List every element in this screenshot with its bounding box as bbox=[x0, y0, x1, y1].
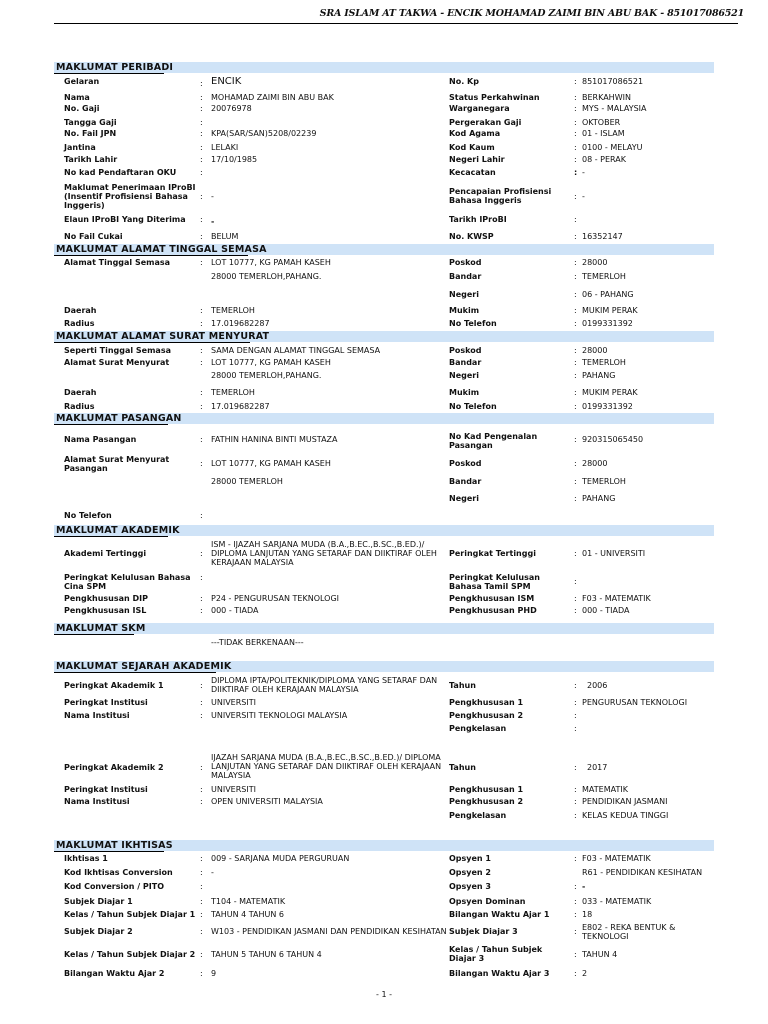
value-kod-ikhtisas-conversion: - bbox=[211, 868, 214, 877]
colon: : bbox=[200, 435, 203, 444]
value-kelas-tahun-2: TAHUN 5 TAHUN 6 TAHUN 4 bbox=[211, 950, 322, 959]
label-pengkhususan-isl: Pengkhususan ISL bbox=[64, 606, 147, 615]
colon: : bbox=[200, 129, 203, 138]
label-ikhtisas-1: Ikhtisas 1 bbox=[64, 854, 108, 863]
section-skm bbox=[54, 623, 714, 634]
colon: : bbox=[574, 319, 577, 328]
colon: : bbox=[200, 910, 203, 919]
value-pengkhususan-dip: P24 - PENGURUSAN TEKNOLOGI bbox=[211, 594, 340, 603]
colon: : bbox=[574, 168, 578, 177]
value-peringkat-tertinggi: 01 - UNIVERSITI bbox=[582, 549, 646, 558]
value-pencapaian-profisiensi: - bbox=[582, 192, 585, 201]
value-no-kad-pasangan: 920315065450 bbox=[582, 435, 644, 444]
section-underline bbox=[54, 536, 168, 537]
label-kelas-tahun-3: Kelas / Tahun Subjek Diajar 3 bbox=[449, 945, 543, 963]
label-peringkat-akademik-1: Peringkat Akademik 1 bbox=[64, 681, 164, 690]
colon: : bbox=[574, 897, 577, 906]
colon: : bbox=[200, 358, 203, 367]
section-title: MAKLUMAT ALAMAT TINGGAL SEMASA bbox=[56, 244, 267, 255]
value-alamat-surat-line2: 28000 TEMERLOH,PAHANG. bbox=[211, 371, 322, 380]
skm-note: ---TIDAK BERKENAAN--- bbox=[211, 638, 304, 647]
value-gelaran: ENCIK bbox=[211, 76, 242, 87]
colon: : bbox=[200, 882, 203, 891]
section-alamat-surat bbox=[54, 331, 714, 342]
colon: : bbox=[574, 272, 577, 281]
label-kod-kaum: Kod Kaum bbox=[449, 143, 495, 152]
label-tahun: Tahun bbox=[449, 763, 476, 772]
colon: : bbox=[200, 681, 203, 690]
value-no-telefon: 0199331392 bbox=[582, 319, 633, 328]
value-bandar: TEMERLOH bbox=[582, 477, 626, 486]
value-jantina: LELAKI bbox=[211, 143, 239, 152]
label-oku: No kad Pendaftaran OKU bbox=[64, 168, 177, 177]
value-peringkat-institusi: UNIVERSITI bbox=[211, 698, 256, 707]
value-opsyen-2: R61 - PENDIDIKAN KESIHATAN bbox=[582, 868, 703, 877]
colon: : bbox=[574, 494, 577, 503]
label-radius: Radius bbox=[64, 319, 95, 328]
label-no-gaji: No. Gaji bbox=[64, 104, 100, 113]
value-bilangan-waktu-3: 2 bbox=[582, 969, 588, 978]
section-underline bbox=[54, 634, 134, 635]
label-peringkat-akademik-2: Peringkat Akademik 2 bbox=[64, 763, 164, 772]
colon: : bbox=[200, 549, 203, 558]
label-subjek-diajar-3: Subjek Diajar 3 bbox=[449, 927, 518, 936]
colon: : bbox=[200, 118, 203, 127]
value-no-kp: 851017086521 bbox=[582, 77, 644, 86]
label-bilangan-waktu-1: Bilangan Waktu Ajar 1 bbox=[449, 910, 550, 919]
colon: : bbox=[200, 306, 203, 315]
value-alamat-pasangan-line2: 28000 TEMERLOH bbox=[211, 477, 283, 486]
colon: : bbox=[574, 711, 577, 720]
label-peringkat-tertinggi: Peringkat Tertinggi bbox=[449, 549, 536, 558]
colon: : bbox=[200, 594, 203, 603]
label-kelas-tahun-1: Kelas / Tahun Subjek Diajar 1 bbox=[64, 910, 196, 919]
label-opsyen-1: Opsyen 1 bbox=[449, 854, 491, 863]
label-kod-agama: Kod Agama bbox=[449, 129, 501, 138]
colon: : bbox=[574, 371, 577, 380]
section-underline bbox=[54, 73, 164, 74]
label-kod-ikhtisas-conversion: Kod Ikhtisas Conversion bbox=[64, 868, 173, 877]
colon: : bbox=[574, 854, 577, 863]
value-penerimaan-iprobi: - bbox=[211, 192, 214, 201]
colon: : bbox=[574, 910, 577, 919]
label-pengkelasan: Pengkelasan bbox=[449, 724, 507, 733]
colon: : bbox=[574, 882, 577, 891]
label-kecacatan: Kecacatan bbox=[449, 168, 496, 177]
section-title: MAKLUMAT AKADEMIK bbox=[56, 525, 180, 536]
colon: : bbox=[574, 606, 577, 615]
value-alamat-tinggal-line1: LOT 10777, KG PAMAH KASEH bbox=[211, 258, 331, 267]
label-bandar: Bandar bbox=[449, 477, 482, 486]
value-subjek-diajar-3: E802 - REKA BENTUK & TEKNOLOGI bbox=[582, 923, 676, 941]
colon: : bbox=[200, 698, 203, 707]
colon: : bbox=[574, 77, 577, 86]
value-alamat-tinggal-line2: 28000 TEMERLOH,PAHANG. bbox=[211, 272, 322, 281]
value-nama-institusi: OPEN UNIVERSITI MALAYSIA bbox=[211, 797, 323, 806]
value-radius: 17.019682287 bbox=[211, 402, 270, 411]
value-peringkat-institusi: UNIVERSITI bbox=[211, 785, 256, 794]
section-title: MAKLUMAT IKHTISAS bbox=[56, 840, 173, 851]
label-pergerakan-gaji: Pergerakan Gaji bbox=[449, 118, 522, 127]
value-negeri: PAHANG bbox=[582, 371, 616, 380]
value-no-fail-cukai: BELUM bbox=[211, 232, 239, 241]
colon: : bbox=[200, 346, 203, 355]
colon: : bbox=[574, 129, 577, 138]
value-seperti-tinggal: SAMA DENGAN ALAMAT TINGGAL SEMASA bbox=[211, 346, 381, 355]
colon: : bbox=[200, 459, 203, 468]
value-subjek-diajar-2: W103 - PENDIDIKAN JASMANI DAN PENDIDIKAN KESIHATAN bbox=[211, 927, 447, 936]
colon: : bbox=[200, 950, 203, 959]
label-peringkat-institusi: Peringkat Institusi bbox=[64, 698, 148, 707]
label-radius: Radius bbox=[64, 402, 95, 411]
label-peringkat-institusi: Peringkat Institusi bbox=[64, 785, 148, 794]
label-no-telefon: No Telefon bbox=[449, 402, 497, 411]
label-bandar: Bandar bbox=[449, 272, 482, 281]
colon: : bbox=[200, 79, 203, 88]
colon: : bbox=[574, 594, 577, 603]
colon: : bbox=[200, 797, 203, 806]
colon: : bbox=[574, 388, 577, 397]
value-peringkat-akademik-2: IJAZAH SARJANA MUDA (B.A.,B.EC.,B.SC.,B.ED.)/ DIPLOMA LANJUTAN YANG SETARAF DAN DIIKTIRAF OLEH KERAJAAN MALAYSIA bbox=[211, 753, 442, 780]
label-pengkhususan-2: Pengkhususan 2 bbox=[449, 797, 524, 806]
colon: : bbox=[200, 854, 203, 863]
colon: : bbox=[574, 358, 577, 367]
label-nama-institusi: Nama Institusi bbox=[64, 797, 130, 806]
value-bandar: TEMERLOH bbox=[582, 358, 626, 367]
colon: : bbox=[574, 143, 577, 152]
colon: : bbox=[200, 402, 203, 411]
label-status-perkahwinan: Status Perkahwinan bbox=[449, 93, 540, 102]
value-subjek-diajar-1: T104 - MATEMATIK bbox=[211, 897, 286, 906]
value-akademi-tertinggi: ISM - IJAZAH SARJANA MUDA (B.A.,B.EC.,B.SC.,B.ED.)/ DIPLOMA LANJUTAN YANG SETARAF DAN DIIKTIRAF OLEH KERAJAAN MALAYSIA bbox=[211, 540, 437, 567]
label-pengkhususan-dip: Pengkhususan DIP bbox=[64, 594, 148, 603]
colon: : bbox=[200, 155, 203, 164]
label-daerah: Daerah bbox=[64, 388, 97, 397]
label-seperti-tinggal: Seperti Tinggal Semasa bbox=[64, 346, 171, 355]
value-radius: 17.019682287 bbox=[211, 319, 270, 328]
value-tahun: 2006 bbox=[587, 681, 608, 690]
colon: : bbox=[574, 104, 577, 113]
value-nama-pasangan: FATHIN HANINA BINTI MUSTAZA bbox=[211, 435, 338, 444]
label-no-telefon: No Telefon bbox=[449, 319, 497, 328]
colon: : bbox=[200, 606, 203, 615]
colon: : bbox=[574, 681, 577, 690]
label-alamat-tinggal: Alamat Tinggal Semasa bbox=[64, 258, 171, 267]
header-divider bbox=[54, 23, 738, 24]
label-no-kwsp: No. KWSP bbox=[449, 232, 494, 241]
label-no-telefon: No Telefon bbox=[64, 511, 112, 520]
label-daerah: Daerah bbox=[64, 306, 97, 315]
value-elaun-iprobi: - bbox=[211, 217, 215, 226]
value-ikhtisas-1: 009 - SARJANA MUDA PERGURUAN bbox=[211, 854, 350, 863]
colon: : bbox=[574, 549, 577, 558]
value-mukim: MUKIM PERAK bbox=[582, 388, 638, 397]
label-nama-pasangan: Nama Pasangan bbox=[64, 435, 137, 444]
value-negeri: 06 - PAHANG bbox=[582, 290, 634, 299]
label-poskod: Poskod bbox=[449, 459, 482, 468]
label-no-fail-jpn: No. Fail JPN bbox=[64, 129, 117, 138]
section-underline bbox=[54, 424, 168, 425]
colon: : bbox=[200, 168, 203, 177]
label-pengkhususan-2: Pengkhususan 2 bbox=[449, 711, 524, 720]
label-no-kad-pasangan: No Kad Pengenalan Pasangan bbox=[449, 432, 538, 450]
value-peringkat-akademik-1: DIPLOMA IPTA/POLITEKNIK/DIPLOMA YANG SETARAF DAN DIIKTIRAF OLEH KERAJAAN MALAYSIA bbox=[211, 676, 438, 694]
value-kelas-tahun-1: TAHUN 4 TAHUN 6 bbox=[211, 910, 284, 919]
value-no-gaji: 20076978 bbox=[211, 104, 252, 113]
value-nama-institusi: UNIVERSITI TEKNOLOGI MALAYSIA bbox=[211, 711, 348, 720]
label-no-kp: No. Kp bbox=[449, 77, 479, 86]
value-pengkhususan-ism: F03 - MATEMATIK bbox=[582, 594, 651, 603]
label-subjek-diajar-1: Subjek Diajar 1 bbox=[64, 897, 133, 906]
section-underline bbox=[54, 851, 164, 852]
label-bilangan-waktu-2: Bilangan Waktu Ajar 2 bbox=[64, 969, 165, 978]
value-no-telefon: 0199331392 bbox=[582, 402, 633, 411]
label-negeri: Negeri bbox=[449, 371, 479, 380]
value-pergerakan-gaji: OKTOBER bbox=[582, 118, 621, 127]
label-bahasa-cina: Peringkat Kelulusan Bahasa Cina SPM bbox=[64, 573, 191, 591]
label-tahun: Tahun bbox=[449, 681, 476, 690]
colon: : bbox=[200, 319, 203, 328]
colon: : bbox=[574, 969, 577, 978]
colon: : bbox=[574, 785, 577, 794]
colon: : bbox=[574, 950, 577, 959]
value-pengkelasan: KELAS KEDUA TINGGI bbox=[582, 811, 669, 820]
colon: : bbox=[574, 763, 577, 772]
section-underline bbox=[54, 255, 248, 256]
label-bahasa-tamil: Peringkat Kelulusan Bahasa Tamil SPM bbox=[449, 573, 540, 591]
value-bilangan-waktu-1: 18 bbox=[582, 910, 593, 919]
value-pengkhususan-phd: 000 - TIADA bbox=[582, 606, 630, 615]
value-alamat-surat-line1: LOT 10777, KG PAMAH KASEH bbox=[211, 358, 331, 367]
value-opsyen-dominan: 033 - MATEMATIK bbox=[582, 897, 652, 906]
value-kod-agama: 01 - ISLAM bbox=[582, 129, 625, 138]
value-negeri: PAHANG bbox=[582, 494, 616, 503]
value-no-fail-jpn: KPA(SAR/SAN)5208/02239 bbox=[211, 129, 317, 138]
value-poskod: 28000 bbox=[582, 459, 608, 468]
colon: : bbox=[200, 388, 203, 397]
value-poskod: 28000 bbox=[582, 258, 608, 267]
colon: : bbox=[200, 215, 203, 224]
colon: : bbox=[200, 927, 203, 936]
label-opsyen-2: Opsyen 2 bbox=[449, 868, 491, 877]
label-nama-institusi: Nama Institusi bbox=[64, 711, 130, 720]
colon: : bbox=[574, 192, 577, 201]
value-pengkhususan-2: PENDIDIKAN JASMANI bbox=[582, 797, 668, 806]
colon: : bbox=[200, 258, 203, 267]
value-tarikh-lahir: 17/10/1985 bbox=[211, 155, 258, 164]
label-tangga-gaji: Tangga Gaji bbox=[64, 118, 117, 127]
colon: : bbox=[574, 215, 577, 224]
colon: : bbox=[574, 698, 577, 707]
colon: : bbox=[574, 927, 577, 936]
label-negeri-lahir: Negeri Lahir bbox=[449, 155, 505, 164]
label-negeri: Negeri bbox=[449, 494, 479, 503]
value-status-perkahwinan: BERKAHWIN bbox=[582, 93, 631, 102]
colon: : bbox=[574, 306, 577, 315]
section-sejarah-akademik bbox=[54, 661, 714, 672]
colon: : bbox=[200, 711, 203, 720]
value-nama: MOHAMAD ZAIMI BIN ABU BAK bbox=[211, 93, 334, 102]
colon: : bbox=[574, 477, 577, 486]
section-title: MAKLUMAT ALAMAT SURAT MENYURAT bbox=[56, 331, 270, 342]
section-underline bbox=[54, 672, 216, 673]
page-number: - 1 - bbox=[376, 990, 392, 999]
colon: : bbox=[574, 155, 577, 164]
label-jantina: Jantina bbox=[64, 143, 96, 152]
label-pencapaian-profisiensi: Pencapaian Profisiensi Bahasa Inggeris bbox=[449, 187, 552, 205]
colon: : bbox=[574, 811, 577, 820]
section-title: MAKLUMAT SKM bbox=[56, 623, 146, 634]
section-title: MAKLUMAT SEJARAH AKADEMIK bbox=[56, 661, 232, 672]
section-maklumat-peribadi bbox=[54, 62, 714, 73]
value-bilangan-waktu-2: 9 bbox=[211, 969, 217, 978]
document-header-title: SRA ISLAM AT TAKWA - ENCIK MOHAMAD ZAIMI BIN ABU BAK - 851017086521 bbox=[319, 8, 744, 19]
label-no-fail-cukai: No Fail Cukai bbox=[64, 232, 123, 241]
label-kelas-tahun-2: Kelas / Tahun Subjek Diajar 2 bbox=[64, 950, 196, 959]
colon: : bbox=[200, 143, 203, 152]
colon: : bbox=[200, 192, 203, 201]
cut-off-row bbox=[0, 966, 768, 978]
value-opsyen-3: - bbox=[582, 882, 586, 891]
value-opsyen-1: F03 - MATEMATIK bbox=[582, 854, 651, 863]
label-opsyen-dominan: Opsyen Dominan bbox=[449, 897, 526, 906]
label-gelaran: Gelaran bbox=[64, 77, 100, 86]
value-daerah: TEMERLOH bbox=[211, 306, 255, 315]
label-poskod: Poskod bbox=[449, 258, 482, 267]
value-poskod: 28000 bbox=[582, 346, 608, 355]
label-alamat-surat: Alamat Surat Menyurat bbox=[64, 358, 170, 367]
value-kecacatan: - bbox=[582, 168, 585, 177]
label-elaun-iprobi: Elaun IProBI Yang Diterima bbox=[64, 215, 186, 224]
label-tarikh-lahir: Tarikh Lahir bbox=[64, 155, 118, 164]
colon: : bbox=[574, 459, 577, 468]
label-subjek-diajar-2: Subjek Diajar 2 bbox=[64, 927, 133, 936]
colon: : bbox=[200, 93, 203, 102]
colon: : bbox=[200, 763, 203, 772]
colon: : bbox=[574, 232, 577, 241]
label-mukim: Mukim bbox=[449, 306, 480, 315]
label-alamat-pasangan: Alamat Surat Menyurat Pasangan bbox=[64, 455, 170, 473]
value-warganegara: MYS - MALAYSIA bbox=[582, 104, 647, 113]
label-akademi-tertinggi: Akademi Tertinggi bbox=[64, 549, 147, 558]
label-bandar: Bandar bbox=[449, 358, 482, 367]
label-mukim: Mukim bbox=[449, 388, 480, 397]
value-tahun: 2017 bbox=[587, 763, 608, 772]
value-pengkhususan-1: MATEMATIK bbox=[582, 785, 628, 794]
section-alamat-tinggal bbox=[54, 244, 714, 255]
colon: : bbox=[574, 258, 577, 267]
colon: : bbox=[574, 118, 577, 127]
label-warganegara: Warganegara bbox=[449, 104, 510, 113]
value-no-kwsp: 16352147 bbox=[582, 232, 623, 241]
value-mukim: MUKIM PERAK bbox=[582, 306, 638, 315]
label-negeri: Negeri bbox=[449, 290, 479, 299]
section-pasangan bbox=[54, 413, 714, 424]
label-kod-conversion-pito: Kod Conversion / PITO bbox=[64, 882, 164, 891]
label-pengkhususan-phd: Pengkhususan PHD bbox=[449, 606, 537, 615]
section-title: MAKLUMAT PERIBADI bbox=[56, 62, 174, 73]
value-daerah: TEMERLOH bbox=[211, 388, 255, 397]
colon: : bbox=[200, 868, 203, 877]
colon: : bbox=[574, 346, 577, 355]
section-underline bbox=[54, 342, 250, 343]
section-ikhtisas bbox=[54, 840, 714, 851]
label-penerimaan-iprobi: Maklumat Penerimaan IProBI (Insentif Profisiensi Bahasa Inggeris) bbox=[64, 183, 196, 210]
value-kod-kaum: 0100 - MELAYU bbox=[582, 143, 643, 152]
colon: : bbox=[574, 290, 577, 299]
colon: : bbox=[574, 724, 577, 733]
value-alamat-pasangan-line1: LOT 10777, KG PAMAH KASEH bbox=[211, 459, 331, 468]
label-pengkhususan-1: Pengkhususan 1 bbox=[449, 785, 524, 794]
colon: : bbox=[200, 232, 203, 241]
label-pengkhususan-1: Pengkhususan 1 bbox=[449, 698, 524, 707]
colon: : bbox=[574, 402, 577, 411]
label-bilangan-waktu-3: Bilangan Waktu Ajar 3 bbox=[449, 969, 550, 978]
colon: : bbox=[574, 797, 577, 806]
colon: : bbox=[574, 93, 577, 102]
colon: : bbox=[574, 577, 577, 586]
label-pengkhususan-ism: Pengkhususan ISM bbox=[449, 594, 535, 603]
colon: : bbox=[200, 573, 203, 582]
value-negeri-lahir: 08 - PERAK bbox=[582, 155, 626, 164]
colon: : bbox=[200, 897, 203, 906]
label-poskod: Poskod bbox=[449, 346, 482, 355]
value-pengkhususan-isl: 000 - TIADA bbox=[211, 606, 259, 615]
colon: : bbox=[200, 104, 203, 113]
colon: : bbox=[200, 969, 203, 978]
section-akademik bbox=[54, 525, 714, 536]
value-bandar: TEMERLOH bbox=[582, 272, 626, 281]
colon: : bbox=[200, 785, 203, 794]
label-nama: Nama bbox=[64, 93, 90, 102]
colon: : bbox=[200, 511, 203, 520]
label-tarikh-iprobi: Tarikh IProBI bbox=[449, 215, 507, 224]
section-title: MAKLUMAT PASANGAN bbox=[56, 413, 182, 424]
label-pengkelasan: Pengkelasan bbox=[449, 811, 507, 820]
value-pengkhususan-1: PENGURUSAN TEKNOLOGI bbox=[582, 698, 688, 707]
label-opsyen-3: Opsyen 3 bbox=[449, 882, 491, 891]
colon: : bbox=[574, 435, 577, 444]
value-kelas-tahun-3: TAHUN 4 bbox=[582, 950, 618, 959]
